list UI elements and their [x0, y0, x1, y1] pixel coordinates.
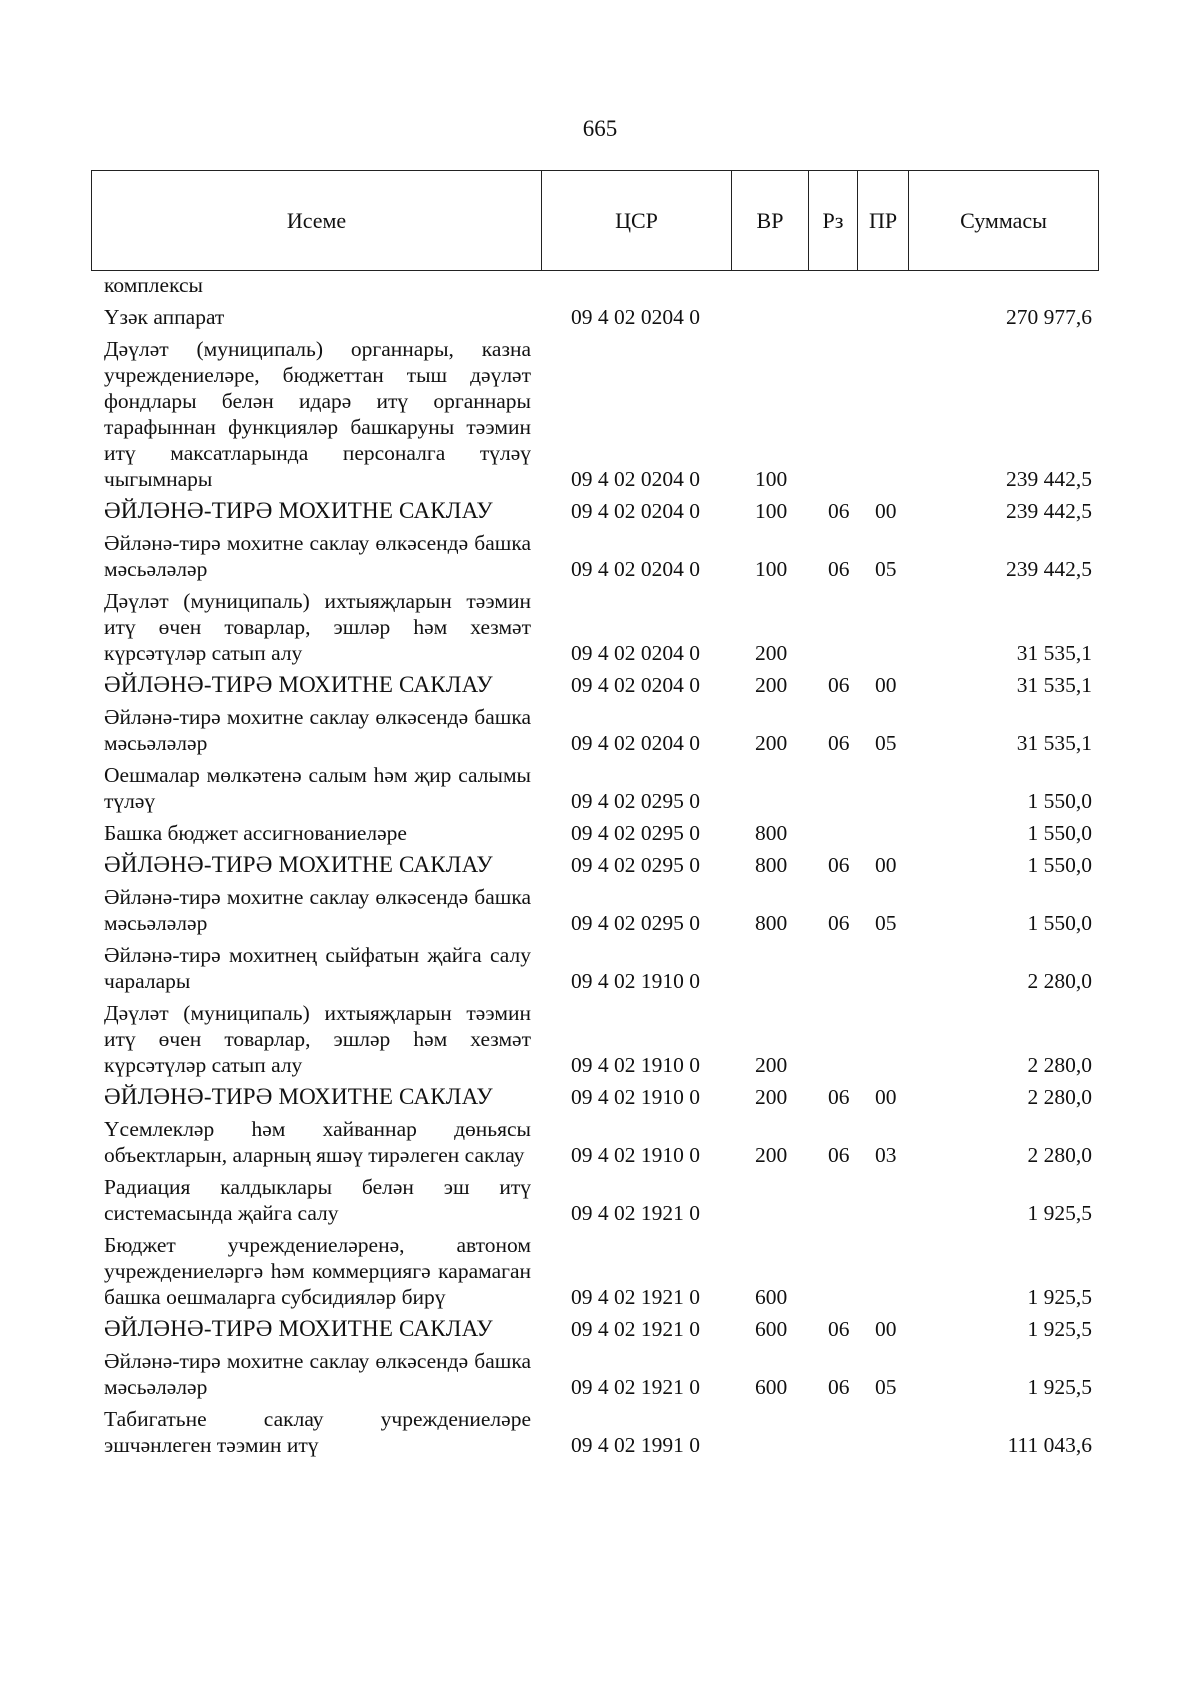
cell-name: Үсемлекләр һәм хайваннар дөньясы объектларын, аларның яшәү тирәлеген саклау: [104, 1117, 531, 1167]
cell-vr: [731, 942, 808, 1000]
cell-rz: [808, 942, 857, 1000]
cell-csr: 09 4 02 0295 0: [571, 911, 700, 935]
table-row: [91, 942, 1098, 1000]
cell-sum: 1 550,0: [1027, 821, 1092, 845]
cell-vr: 200: [755, 731, 788, 755]
cell-sum: 1 925,5: [1027, 1375, 1092, 1399]
column-header-vr: ВР: [732, 171, 809, 271]
table-row: [91, 1116, 1098, 1174]
cell-rz: 06: [828, 853, 850, 877]
cell-pr: 00: [875, 1317, 897, 1341]
cell-name: комплексы: [104, 273, 203, 297]
cell-sum: 111 043,6: [1007, 1433, 1092, 1457]
table-body: [91, 272, 1098, 1464]
cell-csr: 09 4 02 1991 0: [571, 1433, 700, 1457]
cell-sum: 1 925,5: [1027, 1285, 1092, 1309]
cell-rz: [808, 304, 857, 336]
cell-csr: 09 4 02 0204 0: [571, 673, 700, 697]
table-row: [91, 884, 1098, 942]
cell-sum: 1 550,0: [1027, 853, 1092, 877]
cell-name: Әйләнә-тирә мохитне саклау өлкәсендә башка мәсьәләләр: [104, 531, 531, 581]
cell-name: Үзәк аппарат: [104, 305, 225, 329]
cell-csr: 09 4 02 1910 0: [571, 1053, 700, 1077]
cell-pr: [857, 820, 908, 852]
cell-csr: 09 4 02 0204 0: [571, 467, 700, 491]
column-header-csr: ЦСР: [542, 171, 732, 271]
table-row: [91, 272, 1098, 304]
cell-csr: 09 4 02 0204 0: [571, 731, 700, 755]
cell-vr: [731, 1174, 808, 1232]
cell-vr: 800: [755, 853, 788, 877]
cell-csr: 09 4 02 0204 0: [571, 499, 700, 523]
cell-vr: 800: [755, 821, 788, 845]
cell-name: Әйләнә-тирә мохитне саклау өлкәсендә башка мәсьәләләр: [104, 885, 531, 935]
cell-sum: 31 535,1: [1016, 673, 1092, 697]
table-row: [91, 498, 1098, 530]
cell-csr: 09 4 02 0204 0: [571, 557, 700, 581]
cell-name: ӘЙЛӘНӘ-ТИРӘ МОХИТНЕ САКЛАУ: [104, 852, 493, 877]
cell-pr: [857, 272, 908, 304]
cell-rz: [808, 588, 857, 672]
cell-csr: 09 4 02 1910 0: [571, 969, 700, 993]
table-row: [91, 1406, 1098, 1464]
cell-pr: [857, 588, 908, 672]
table-row: [91, 852, 1098, 884]
cell-vr: 600: [755, 1317, 788, 1341]
cell-rz: 06: [828, 1317, 850, 1341]
cell-sum: 1 550,0: [1027, 789, 1092, 813]
cell-rz: [808, 762, 857, 820]
table-row: [91, 588, 1098, 672]
cell-csr: 09 4 02 1921 0: [571, 1201, 700, 1225]
cell-name: Дәүләт (муниципаль) ихтыяҗларын тәэмин итү өчен товарлар, эшләр һәм хезмәт күрсәтүләр сатып алу: [104, 589, 531, 665]
cell-rz: 06: [828, 731, 850, 755]
table-header: [91, 170, 1099, 271]
cell-pr: 00: [875, 1085, 897, 1109]
cell-vr: 200: [755, 641, 788, 665]
cell-name: ӘЙЛӘНӘ-ТИРӘ МОХИТНЕ САКЛАУ: [104, 672, 493, 697]
cell-rz: [808, 272, 857, 304]
cell-vr: 200: [755, 673, 788, 697]
cell-rz: [808, 1000, 857, 1084]
cell-csr: 09 4 02 1921 0: [571, 1285, 700, 1309]
cell-csr: 09 4 02 1910 0: [571, 1085, 700, 1109]
cell-rz: 06: [828, 1085, 850, 1109]
cell-pr: 05: [875, 731, 897, 755]
column-header-sum: Суммасы: [909, 171, 1099, 271]
table-row: [91, 1316, 1098, 1348]
cell-csr: 09 4 02 0295 0: [571, 853, 700, 877]
cell-pr: 00: [875, 673, 897, 697]
cell-pr: 00: [875, 499, 897, 523]
column-header-rz: Рз: [809, 171, 858, 271]
cell-name: Оешмалар мөлкәтенә салым һәм җир салымы түләү: [104, 763, 531, 813]
column-header-name: Исеме: [92, 171, 542, 271]
table-row: [91, 530, 1098, 588]
cell-csr: 09 4 02 0204 0: [571, 305, 700, 329]
cell-name: Дәүләт (муниципаль) органнары, казна учреждениеләре, бюджеттан тыш дәүләт фондлары белән идарә итү органнары тарафыннан функцияләр башкаруны тәэмин итү максатларында персоналга түләү чыгымнары: [104, 337, 531, 491]
page-number: 665: [582, 116, 618, 141]
cell-name: ӘЙЛӘНӘ-ТИРӘ МОХИТНЕ САКЛАУ: [104, 1316, 493, 1341]
cell-pr: 00: [875, 853, 897, 877]
cell-sum: 239 442,5: [1006, 467, 1092, 491]
cell-vr: 100: [755, 557, 788, 581]
cell-rz: [808, 1174, 857, 1232]
table-row: [91, 336, 1098, 498]
cell-sum: 1 925,5: [1027, 1317, 1092, 1341]
cell-sum: 1 925,5: [1027, 1201, 1092, 1225]
cell-vr: 100: [755, 499, 788, 523]
cell-pr: 05: [875, 557, 897, 581]
cell-name: Башка бюджет ассигнованиеләре: [104, 821, 407, 845]
cell-rz: [808, 336, 857, 498]
cell-csr: 09 4 02 1921 0: [571, 1317, 700, 1341]
cell-pr: [857, 336, 908, 498]
table-row: [91, 820, 1098, 852]
cell-name: Радиация калдыклары белән эш итү системасында җайга салу: [104, 1175, 531, 1225]
cell-sum: 1 550,0: [1027, 911, 1092, 935]
cell-rz: [808, 1232, 857, 1316]
cell-vr: 600: [755, 1285, 788, 1309]
cell-rz: 06: [828, 673, 850, 697]
cell-rz: 06: [828, 557, 850, 581]
cell-sum: 31 535,1: [1016, 731, 1092, 755]
table-row: [91, 1232, 1098, 1316]
cell-sum: 31 535,1: [1016, 641, 1092, 665]
table-row: [91, 704, 1098, 762]
cell-pr: [857, 304, 908, 336]
table-row: [91, 1174, 1098, 1232]
cell-sum: 239 442,5: [1006, 499, 1092, 523]
cell-sum: 2 280,0: [1027, 1143, 1092, 1167]
cell-sum: 2 280,0: [1027, 1085, 1092, 1109]
cell-pr: [857, 762, 908, 820]
cell-name: Бюджет учреждениеләренә, автоном учреждениеләргә һәм коммерциягә карамаган башка оешмаларга субсидияләр бирү: [104, 1233, 531, 1309]
cell-vr: 100: [755, 467, 788, 491]
cell-pr: 05: [875, 911, 897, 935]
cell-sum: [908, 272, 1098, 304]
cell-name: Әйләнә-тирә мохитне саклау өлкәсендә башка мәсьәләләр: [104, 705, 531, 755]
budget-table: [91, 272, 1098, 1464]
cell-vr: 200: [755, 1085, 788, 1109]
cell-pr: [857, 942, 908, 1000]
table-row: [91, 1084, 1098, 1116]
table-row: [91, 762, 1098, 820]
cell-sum: 239 442,5: [1006, 557, 1092, 581]
cell-rz: 06: [828, 911, 850, 935]
cell-pr: [857, 1174, 908, 1232]
cell-name: ӘЙЛӘНӘ-ТИРӘ МОХИТНЕ САКЛАУ: [104, 498, 493, 523]
table-row: [91, 1000, 1098, 1084]
cell-vr: 200: [755, 1053, 788, 1077]
cell-name: Әйләнә-тирә мохитнең сыйфатын җайга салу чаралары: [104, 943, 531, 993]
cell-vr: 800: [755, 911, 788, 935]
cell-rz: [808, 1406, 857, 1464]
cell-vr: 200: [755, 1143, 788, 1167]
table-row: [91, 672, 1098, 704]
cell-rz: 06: [828, 1375, 850, 1399]
cell-csr: [541, 272, 731, 304]
cell-name: Әйләнә-тирә мохитне саклау өлкәсендә башка мәсьәләләр: [104, 1349, 531, 1399]
table-row: [91, 1348, 1098, 1406]
table-row: [91, 304, 1098, 336]
cell-vr: 600: [755, 1375, 788, 1399]
cell-pr: [857, 1000, 908, 1084]
cell-rz: [808, 820, 857, 852]
cell-name: Дәүләт (муниципаль) ихтыяҗларын тәэмин итү өчен товарлар, эшләр һәм хезмәт күрсәтүләр сатып алу: [104, 1001, 531, 1077]
cell-sum: 2 280,0: [1027, 969, 1092, 993]
cell-name: ӘЙЛӘНӘ-ТИРӘ МОХИТНЕ САКЛАУ: [104, 1084, 493, 1109]
cell-rz: 06: [828, 1143, 850, 1167]
cell-name: Табигатьне саклау учреждениеләре эшчәнлеген тәэмин итү: [104, 1407, 531, 1457]
cell-sum: 2 280,0: [1027, 1053, 1092, 1077]
cell-vr: [731, 762, 808, 820]
cell-pr: [857, 1406, 908, 1464]
cell-sum: 270 977,6: [1006, 305, 1092, 329]
cell-pr: 05: [875, 1375, 897, 1399]
cell-csr: 09 4 02 0204 0: [571, 641, 700, 665]
cell-csr: 09 4 02 0295 0: [571, 821, 700, 845]
cell-csr: 09 4 02 0295 0: [571, 789, 700, 813]
cell-pr: [857, 1232, 908, 1316]
cell-vr: [731, 304, 808, 336]
column-header-pr: ПР: [858, 171, 909, 271]
cell-vr: [731, 272, 808, 304]
cell-rz: 06: [828, 499, 850, 523]
cell-vr: [731, 1406, 808, 1464]
cell-csr: 09 4 02 1910 0: [571, 1143, 700, 1167]
cell-pr: 03: [875, 1143, 897, 1167]
cell-csr: 09 4 02 1921 0: [571, 1375, 700, 1399]
